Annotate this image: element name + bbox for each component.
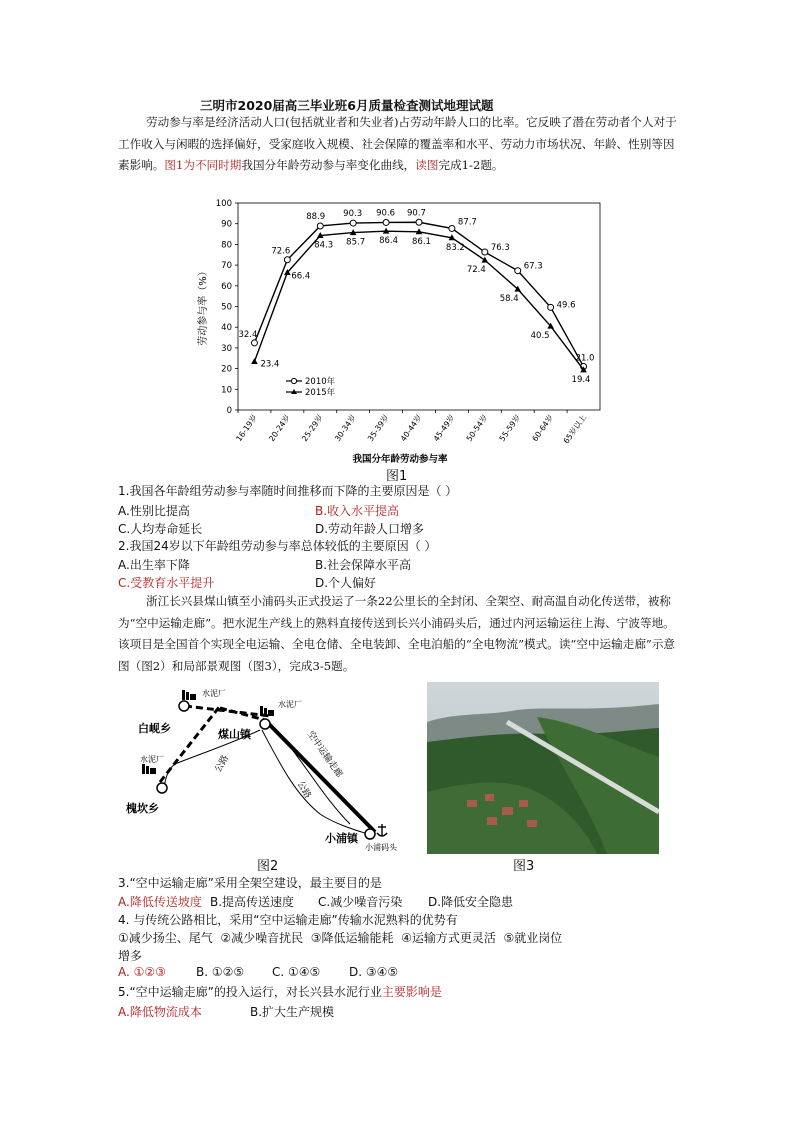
intro-task: 完成1-2题。 <box>438 158 504 172</box>
x-tick-label: 40-44岁 <box>398 412 424 444</box>
q1-stem: 1.我国各年龄组劳动参与率随时间推移而下降的主要原因是（ ） <box>118 484 458 498</box>
y-tick-label: 30 <box>221 343 232 354</box>
legend-marker-2010 <box>291 378 296 383</box>
data-point-2010 <box>482 249 488 255</box>
data-label-2010: 90.3 <box>343 209 363 220</box>
y-tick-label: 20 <box>221 364 232 375</box>
intro-fig-ref: 图1为不同时期 <box>164 158 242 172</box>
factory-icon <box>182 690 196 700</box>
data-label-2010: 90.6 <box>376 208 396 219</box>
data-point-2010 <box>284 257 290 263</box>
data-label-2015: 86.1 <box>412 236 431 247</box>
meishan-label: 煤山镇 <box>218 728 251 741</box>
data-point-2010 <box>548 304 554 310</box>
data-label-2010: 72.6 <box>271 246 291 257</box>
intro-text: 劳动参与率是经济活动人口(包括就业者和失业者)占劳动年龄人口的比率。它反映了潜在劳动者个人对于工作收入与闲暇的选择偏好，受家庭收入规模、社会保障的覆盖率和水平、劳动力市场状况、年龄、性别等因素影响。 <box>118 115 677 172</box>
q2-stem: 2.我国24岁以下年龄组劳动参与率总体较低的主要原因（ ） <box>118 539 437 553</box>
data-label-2010: 32.4 <box>238 329 258 340</box>
data-point-2010 <box>416 219 422 225</box>
y-tick-label: 60 <box>221 281 232 292</box>
q1-option-d[interactable]: D.劳动年龄人口增多 <box>315 522 425 536</box>
q4-option-d[interactable]: D. ③④⑤ <box>349 965 399 979</box>
data-label-2015: 83.2 <box>445 242 465 253</box>
intro-text-2: 我国分年龄劳动参与率变化曲线， <box>241 158 416 172</box>
x-tick-label: 30-34岁 <box>332 412 358 444</box>
fig1-caption: 图1 <box>386 469 408 484</box>
data-label-2010: 21.0 <box>575 353 595 364</box>
x-tick-label: 16-19岁 <box>234 412 260 444</box>
x-tick-label: 55-59岁 <box>497 412 523 444</box>
q2-option-d[interactable]: D.个人偏好 <box>315 576 377 590</box>
chart-ylabel: 劳动参与率（%） <box>198 266 209 346</box>
data-point-2015 <box>482 257 489 263</box>
data-label-2010: 88.9 <box>306 211 326 222</box>
q4-option-c[interactable]: C. ①④⑤ <box>272 965 321 979</box>
data-label-2015: 19.4 <box>571 374 591 385</box>
huaikan-label: 槐坎乡 <box>126 802 159 815</box>
y-tick-label: 10 <box>221 385 232 396</box>
data-point-2015 <box>251 358 258 364</box>
road-label-west: 公路 <box>213 753 232 775</box>
q2-option-b[interactable]: B.社会保障水平高 <box>315 558 412 572</box>
intro-paragraph <box>118 112 684 177</box>
cement-label-2: 水泥厂 <box>278 700 302 709</box>
q1-option-b[interactable]: B.收入水平提高 <box>315 504 400 518</box>
y-tick-label: 100 <box>215 199 232 209</box>
data-label-2015: 23.4 <box>260 359 280 370</box>
labor-participation-chart <box>190 188 610 473</box>
factory-icon <box>260 706 274 716</box>
anchor-icon <box>377 824 387 836</box>
baixian-label: 白岘乡 <box>138 722 171 735</box>
q4-option-b[interactable]: B. ①②⑤ <box>196 965 245 979</box>
q5-stem-key: 主要影响是 <box>381 985 442 999</box>
intro-read: 读图 <box>415 158 439 172</box>
data-label-2015: 85.7 <box>346 237 366 248</box>
baixian-town-marker <box>179 701 189 711</box>
passage-2: 浙江长兴县煤山镇至小浦码头正式投运了一条22公里长的全封闭、全架空、耐高温自动化传送带，被称为“空中运输走廊”。把水泥生产线上的熟料直接传送到长兴小浦码头后，通过内河运输运往上海、宁波等地。该项目是全国首个实现全电运输、全电仓储、全电装卸、全电泊船的“全电物流”模式。读“空中运输走廊”示意图（图2）和局部景观图（图3），完成3-5题。 <box>118 594 676 673</box>
road-label-south: 公路 <box>294 779 313 801</box>
q3-option-d[interactable]: D.降低安全隐患 <box>428 895 514 909</box>
data-point-2010 <box>317 223 323 229</box>
data-label-2015: 40.5 <box>530 331 550 342</box>
q4-option-a[interactable]: A. ①②③ <box>118 965 166 979</box>
q1-option-c[interactable]: C.人均寿命延长 <box>118 522 203 536</box>
y-tick-label: 90 <box>221 219 232 230</box>
data-label-2010: 49.6 <box>556 300 576 311</box>
y-tick-label: 70 <box>221 261 232 272</box>
fig2-caption: 图2 <box>257 859 279 874</box>
data-point-2010 <box>350 220 356 226</box>
series-line-1 <box>254 231 583 370</box>
q5-option-a[interactable]: A.降低物流成本 <box>118 1005 202 1019</box>
corridor-label: 空中运输走廊 <box>304 729 344 780</box>
q2-option-c[interactable]: C.受教育水平提升 <box>118 576 215 590</box>
x-tick-label: 20-24岁 <box>267 412 293 444</box>
q4-items: ①减少扬尘、尾气 ②减少噪音扰民 ③降低运输能耗 ④运输方式更灵活 ⑤就业岗位 <box>118 931 563 945</box>
data-label-2015: 58.4 <box>499 294 519 305</box>
data-label-2010: 87.7 <box>457 217 477 228</box>
x-tick-label: 25-29岁 <box>300 412 325 444</box>
factory-icon <box>142 764 156 774</box>
dashed-link-1 <box>185 706 270 716</box>
legend-label: 2015年 <box>305 388 336 398</box>
q4-stem: 4. 与传统公路相比，采用“空中运输走廊”传输水泥熟料的优势有 <box>118 913 458 927</box>
data-label-2015: 84.3 <box>314 240 334 251</box>
y-tick-label: 50 <box>221 302 232 313</box>
data-point-2010 <box>449 225 455 231</box>
meishan-town-marker <box>260 719 270 729</box>
cement-label-3: 水泥厂 <box>140 755 164 764</box>
data-label-2010: 76.3 <box>490 243 510 254</box>
xiaopu-town-marker <box>365 829 375 839</box>
dashed-link-2 <box>220 708 265 720</box>
x-tick-label: 50-54岁 <box>464 412 490 444</box>
data-label-2015: 86.4 <box>379 236 399 247</box>
data-label-2010: 90.7 <box>407 208 426 219</box>
x-tick-label: 45-49岁 <box>431 412 457 444</box>
xiaopu-label: 小浦镇 <box>325 832 358 845</box>
page-title: 三明市2020届高三毕业班6月质量检查测试地理试题 <box>200 98 494 113</box>
cement-label-1: 水泥厂 <box>202 689 226 698</box>
q5-stem-text: 5.“空中运输走廊”的投入运行，对长兴县水泥行业 <box>118 985 382 999</box>
q3-option-a[interactable]: A.降低传送坡度 <box>118 895 202 909</box>
q4-items-cont: 增多 <box>118 949 143 963</box>
matou-label: 小浦码头 <box>365 843 397 852</box>
q1-option-a[interactable]: A.性别比提高 <box>118 504 190 518</box>
fig3-caption: 图3 <box>513 859 535 874</box>
q5-option-b[interactable]: B.扩大生产规模 <box>250 1005 335 1019</box>
x-tick-label: 60-64岁 <box>530 412 556 444</box>
y-tick-label: 80 <box>221 240 232 251</box>
chart-title: 我国分年龄劳动参与率 <box>352 454 448 465</box>
x-tick-label: 65岁以上 <box>561 412 589 446</box>
data-label-2010: 67.3 <box>523 261 543 272</box>
data-label-2015: 66.4 <box>291 271 311 282</box>
q5-stem <box>118 983 442 1001</box>
q2-option-a[interactable]: A.出生率下降 <box>118 558 190 572</box>
data-label-2015: 72.4 <box>466 265 486 276</box>
y-tick-label: 40 <box>221 323 232 334</box>
q3-option-c[interactable]: C.减少噪音污染 <box>318 895 403 909</box>
q3-option-b[interactable]: B.提高传送速度 <box>210 895 295 909</box>
huaikan-town-marker <box>157 783 167 793</box>
landscape-photo <box>427 682 659 854</box>
y-tick-label: 0 <box>226 406 232 416</box>
data-point-2010 <box>515 268 521 274</box>
data-point-2010 <box>251 340 257 346</box>
x-tick-label: 35-39岁 <box>365 412 391 444</box>
data-point-2010 <box>383 219 389 225</box>
corridor-map <box>120 684 420 856</box>
q3-stem: 3.“空中运输走廊”采用全架空建设，最主要目的是 <box>118 876 382 890</box>
legend-label: 2010年 <box>305 377 336 387</box>
